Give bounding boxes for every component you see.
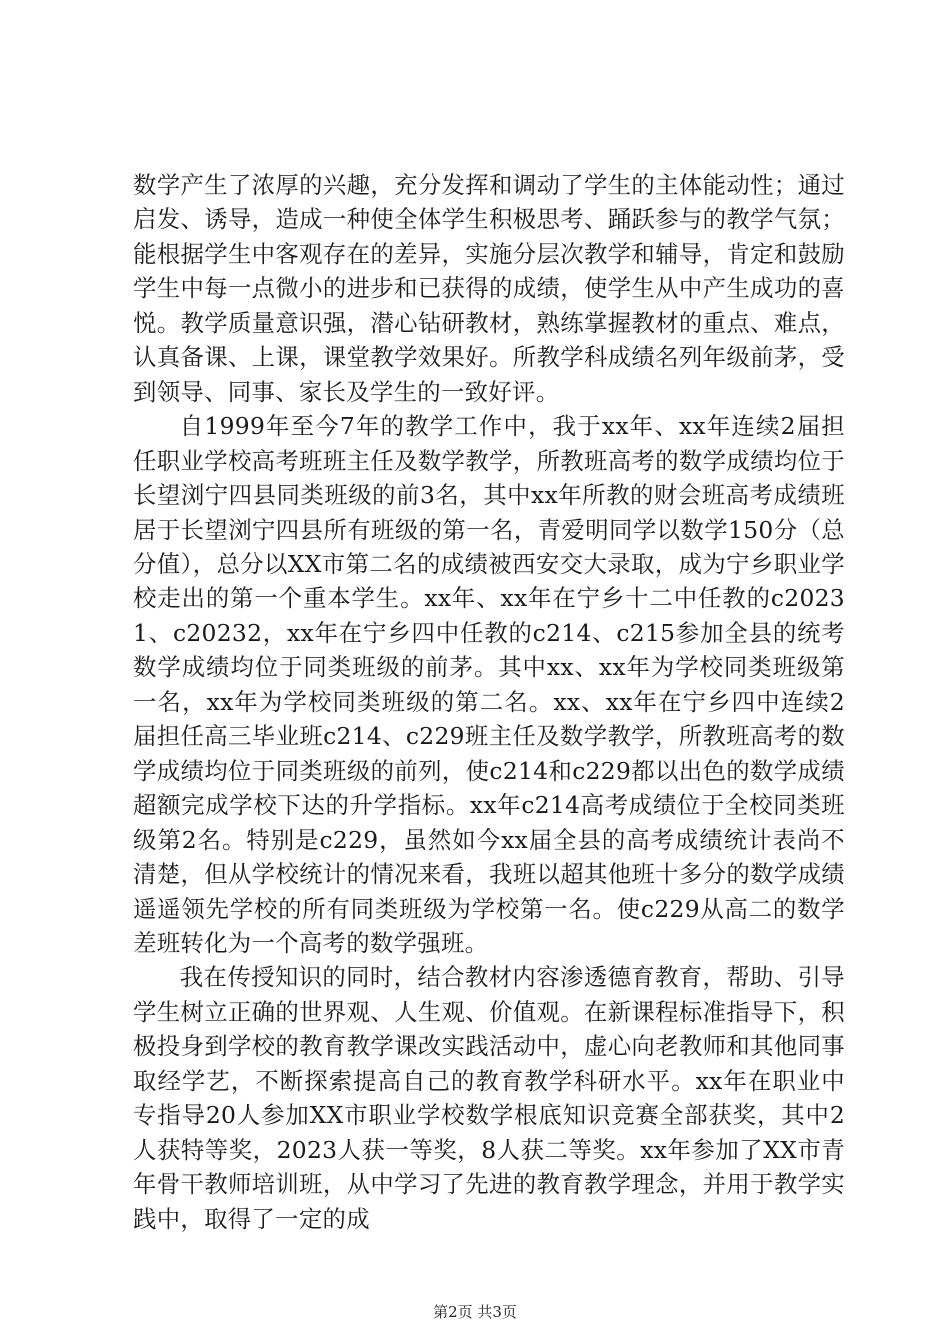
paragraph-3: 我在传授知识的同时，结合教材内容渗透德育教育，帮助、引导学生树立正确的世界观、人生观、价值观。在新课程标准指导下，积极投身到学校的教育教学课改实践活动中，虚心向老教师和其他同事取经学艺，不断探索提高自己的教育教学科研水平。xx年在职业中专指导20人参加XX市职业学校数学根底知识竞赛全部获奖，其中2人获特等奖，2023人获一等奖，8人获二等奖。xx年参加了XX市青年骨干教师培训班，从中学习了先进的教育教学理念，并用于教学实践中，取得了一定的成 bbox=[133, 963, 845, 1233]
page-footer: 第2页 共3页 bbox=[433, 1303, 517, 1321]
paragraph-2: 自1999年至今7年的教学工作中，我于xx年、xx年连续2届担任职业学校高考班班主任及数学教学，所教班高考的数学成绩均位于长望浏宁四县同类班级的前3名，其中xx年所教的财会班高考成绩班居于长望浏宁四县所有班级的第一名，青爱明同学以数学150分（总分值），总分以XX市第二名的成绩被西安交大录取，成为宁乡职业学校走出的第一个重本学生。xx年、xx年在宁乡十二中任教的c20231、c20232，xx年在宁乡四中任教的c214、c215参加全县的统考数学成绩均位于同类班级的前茅。其中xx、xx年为学校同类班级第一名，xx年为学校同类班级的第二名。xx、xx年在宁乡四中连续2届担任高三毕业班c214、c229班主任及数学教学，所教班高考的数学成绩均位于同类班级的前列，使c214和c229都以出色的数学成绩超额完成学校下达的升学指标。xx年c214高考成绩位于全校同类班级第2名。特别是c229，虽然如今xx届全县的高考成绩统计表尚不清楚，但从学校统计的情况来看，我班以超其他班十多分的数学成绩遥遥领先学校的所有同类班级为学校第一名。使c229从高二的数学差班转化为一个高考的数学强班。 bbox=[133, 412, 845, 957]
paragraph-1: 数学产生了浓厚的兴趣，充分发挥和调动了学生的主体能动性；通过启发、诱导，造成一种使全体学生积极思考、踊跃参与的教学气氛；能根据学生中客观存在的差异，实施分层次教学和辅导，肯定和鼓励学生中每一点微小的进步和已获得的成绩，使学生从中产生成功的喜悦。教学质量意识强，潜心钻研教材，熟练掌握教材的重点、难点，认真备课、上课，课堂教学效果好。所教学科成绩名列年级前茅，受到领导、同事、家长及学生的一致好评。 bbox=[133, 171, 845, 406]
document-body bbox=[133, 168, 845, 1236]
